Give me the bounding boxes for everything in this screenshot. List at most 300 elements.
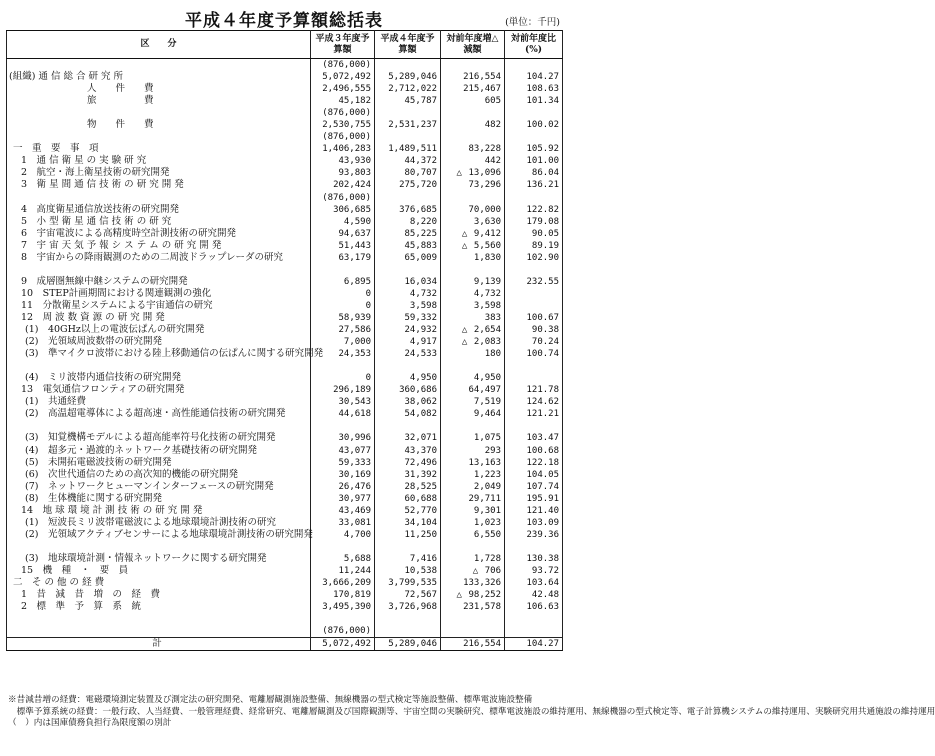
cell-fy3: 7,000: [311, 336, 375, 348]
diff-value: 9,139: [473, 276, 501, 287]
cell-fy4: 31,392: [375, 469, 441, 481]
cell-ratio: [505, 59, 563, 72]
cell-fy3: 93,803: [311, 167, 375, 179]
cell-fy4: 5,289,046: [375, 71, 441, 83]
cell-fy3: (876,000): [311, 192, 375, 204]
cell-diff: [441, 372, 505, 384]
cell-ratio: 104.27: [505, 71, 563, 83]
cell-fy4: 16,034: [375, 276, 441, 288]
footnote-3: （ ）内は国庫債務負担行為限度額の別計: [8, 718, 172, 728]
diff-value: 442: [484, 156, 501, 167]
diff-value: 4,732: [473, 288, 501, 299]
cell-diff: [441, 336, 505, 348]
footnote-1: ※昔減昔増の経費：電磁環境測定装置及び測定法の研究開発、電離層観測施設整備、無線機器の型式検定等施設整備、標準電波施設整備: [8, 695, 533, 705]
cell-diff: [441, 252, 505, 264]
cell-diff: [441, 565, 505, 577]
cell-fy4: 44,372: [375, 155, 441, 167]
cell-fy3: 0: [311, 372, 375, 384]
cell-ratio: 90.38: [505, 324, 563, 336]
cell-ratio: 100.02: [505, 119, 563, 131]
diff-value: 13,096: [468, 168, 501, 179]
cell-fy3: 94,637: [311, 228, 375, 240]
diff-value: 7,519: [473, 397, 501, 408]
cell-diff: [441, 179, 505, 191]
cell-fy4: 45,883: [375, 240, 441, 252]
cell-fy4: [375, 264, 441, 276]
table-body: [7, 59, 563, 651]
diff-value: 4,950: [473, 373, 501, 384]
cell-ratio: 122.18: [505, 457, 563, 469]
cell-fy4: 43,370: [375, 445, 441, 457]
row-label: (4) ミリ波帯内通信技術の研究開発: [7, 372, 311, 384]
cell-diff: [441, 408, 505, 420]
cell-ratio: 89.19: [505, 240, 563, 252]
cell-ratio: [505, 300, 563, 312]
row-label: 15 機 種 ・ 要 員: [7, 565, 311, 577]
cell-ratio: 104.27: [505, 638, 563, 651]
cell-ratio: 130.38: [505, 553, 563, 565]
page-title: 平成４年度予算額総括表: [185, 11, 383, 31]
cell-fy4: 60,688: [375, 493, 441, 505]
cell-ratio: 103.09: [505, 517, 563, 529]
cell-ratio: 70.24: [505, 336, 563, 348]
cell-ratio: 136.21: [505, 179, 563, 191]
cell-fy3: (876,000): [311, 131, 375, 143]
row-label: [7, 192, 311, 204]
cell-diff: [441, 348, 505, 360]
row-label: 7 宇 宙 天 気 予 報 シ ス テ ム の 研 究 開 発: [7, 240, 311, 252]
row-label: 二 そ の 他 の 経 費: [7, 577, 311, 589]
row-label: (7) ネットワークヒューマンインターフェースの研究開発: [7, 481, 311, 493]
row-label: 計: [7, 638, 311, 651]
cell-fy4: 8,220: [375, 216, 441, 228]
cell-fy3: 1,406,283: [311, 143, 375, 155]
row-label: 14 地 球 環 境 計 測 技 術 の 研 究 開 発: [7, 505, 311, 517]
table-row: [7, 553, 563, 565]
row-label: (1) 短波長ミリ波帯電磁波による地球環境計測技術の研究: [7, 517, 311, 529]
row-label: 9 成層圏無線中継システムの研究開発: [7, 276, 311, 288]
table-row: [7, 216, 563, 228]
table-row: [7, 59, 563, 72]
cell-ratio: 42.48: [505, 589, 563, 601]
decrease-mark: △: [461, 240, 468, 251]
decrease-mark: △: [456, 590, 462, 601]
table-row: [7, 638, 563, 651]
cell-ratio: 100.67: [505, 312, 563, 324]
cell-fy3: 44,618: [311, 408, 375, 420]
cell-fy4: [375, 59, 441, 72]
diff-value: 6,550: [473, 529, 501, 540]
cell-fy4: 4,950: [375, 372, 441, 384]
table-row: [7, 107, 563, 119]
diff-value: 98,252: [468, 590, 501, 601]
row-label: [7, 420, 311, 432]
cell-ratio: 124.62: [505, 396, 563, 408]
diff-value: 2,083: [473, 337, 501, 348]
cell-ratio: 101.00: [505, 155, 563, 167]
cell-fy3: [311, 264, 375, 276]
diff-value: 383: [484, 313, 501, 323]
diff-value: 29,711: [468, 493, 501, 504]
cell-ratio: 106.63: [505, 601, 563, 613]
cell-diff: [441, 119, 505, 131]
cell-fy3: 202,424: [311, 179, 375, 191]
row-label: 2 航空・海上衛星技術の研究開発: [7, 167, 311, 179]
table-row: [7, 288, 563, 300]
table-row: [7, 240, 563, 252]
table-row: [7, 481, 563, 493]
cell-ratio: [505, 360, 563, 372]
cell-ratio: 102.90: [505, 252, 563, 264]
table-row: [7, 613, 563, 625]
table-row: [7, 167, 563, 179]
col-header-category: 区 分: [7, 31, 311, 59]
cell-fy4: [375, 107, 441, 119]
diff-value: 3,598: [473, 300, 501, 311]
cell-fy4: 275,720: [375, 179, 441, 191]
table-row: [7, 252, 563, 264]
cell-ratio: 107.74: [505, 481, 563, 493]
diff-value: 216,554: [463, 639, 501, 650]
col-header-fy4: 平成４年度予算額: [375, 31, 441, 59]
decrease-mark: △: [461, 228, 468, 239]
table-row: [7, 336, 563, 348]
row-label: (8) 生体機能に関する研究開発: [7, 493, 311, 505]
table-row: [7, 360, 563, 372]
table-row: [7, 577, 563, 589]
cell-fy3: (876,000): [311, 107, 375, 119]
cell-fy4: 4,917: [375, 336, 441, 348]
diff-value: 215,467: [463, 84, 501, 95]
cell-fy4: 1,489,511: [375, 143, 441, 155]
table-row: [7, 276, 563, 288]
row-label: [7, 613, 311, 625]
table-row: [7, 469, 563, 481]
row-label: (5) 未開拓電磁波技術の研究開発: [7, 457, 311, 469]
cell-ratio: 93.72: [505, 565, 563, 577]
diff-value: 73,296: [468, 180, 501, 191]
cell-fy3: 296,189: [311, 384, 375, 396]
diff-value: 231,578: [463, 602, 501, 613]
cell-ratio: [505, 420, 563, 432]
cell-diff: [441, 469, 505, 481]
row-label: [7, 131, 311, 143]
table-row: [7, 264, 563, 276]
cell-fy3: 45,182: [311, 95, 375, 107]
diff-value: 70,000: [468, 204, 501, 215]
table-row: [7, 228, 563, 240]
diff-value: 2,654: [473, 325, 501, 336]
row-label: (2) 光領域周波数帯の研究開発: [7, 336, 311, 348]
diff-value: 1,223: [473, 469, 501, 480]
cell-ratio: 121.78: [505, 384, 563, 396]
cell-fy4: 7,416: [375, 553, 441, 565]
table-row: [7, 408, 563, 420]
table-row: [7, 324, 563, 336]
cell-ratio: 121.21: [505, 408, 563, 420]
diff-value: 133,326: [463, 578, 501, 589]
cell-diff: [441, 312, 505, 324]
cell-diff: [441, 601, 505, 613]
row-label: [7, 107, 311, 119]
table-row: [7, 541, 563, 553]
row-label: 11 分散衛星システムによる宇宙通信の研究: [7, 300, 311, 312]
cell-diff: [441, 457, 505, 469]
decrease-mark: △: [461, 325, 468, 336]
cell-ratio: [505, 131, 563, 143]
cell-fy4: 2,712,022: [375, 83, 441, 95]
table-row: [7, 71, 563, 83]
cell-fy3: 33,081: [311, 517, 375, 529]
cell-fy3: 4,590: [311, 216, 375, 228]
cell-ratio: [505, 372, 563, 384]
cell-diff: [441, 384, 505, 396]
cell-diff: [441, 420, 505, 432]
row-label: [7, 625, 311, 638]
cell-fy4: [375, 192, 441, 204]
cell-diff: [441, 445, 505, 457]
diff-value: 64,497: [468, 385, 501, 396]
cell-fy4: [375, 613, 441, 625]
cell-fy3: 30,543: [311, 396, 375, 408]
cell-ratio: [505, 288, 563, 300]
cell-fy4: [375, 131, 441, 143]
table-row: [7, 312, 563, 324]
cell-diff: [441, 493, 505, 505]
cell-fy3: [311, 360, 375, 372]
table-row: [7, 625, 563, 638]
table-row: [7, 589, 563, 601]
row-label: [7, 360, 311, 372]
table-row: [7, 179, 563, 191]
cell-diff: [441, 228, 505, 240]
table-row: [7, 131, 563, 143]
cell-ratio: 103.47: [505, 432, 563, 444]
table-row: [7, 420, 563, 432]
cell-diff: [441, 143, 505, 155]
table-row: [7, 372, 563, 384]
cell-diff: [441, 625, 505, 638]
row-label: (3) 準マイクロ波帯における陸上移動通信の伝ぱんに関する研究開発: [7, 348, 311, 360]
cell-diff: [441, 204, 505, 216]
cell-fy3: 30,996: [311, 432, 375, 444]
cell-diff: [441, 324, 505, 336]
cell-ratio: 104.05: [505, 469, 563, 481]
table-row: [7, 83, 563, 95]
cell-ratio: 90.05: [505, 228, 563, 240]
row-label: 旅 費: [7, 95, 311, 107]
table-row: [7, 432, 563, 444]
cell-fy3: 2,496,555: [311, 83, 375, 95]
cell-diff: [441, 216, 505, 228]
decrease-mark: △: [461, 337, 468, 348]
row-label: 人 件 費: [7, 83, 311, 95]
row-label: 12 周 波 数 資 源 の 研 究 開 発: [7, 312, 311, 324]
cell-ratio: 121.40: [505, 505, 563, 517]
cell-ratio: 101.34: [505, 95, 563, 107]
table-row: [7, 119, 563, 131]
cell-fy4: 2,531,237: [375, 119, 441, 131]
cell-fy3: [311, 420, 375, 432]
cell-fy4: 32,071: [375, 432, 441, 444]
cell-fy4: 52,770: [375, 505, 441, 517]
cell-fy3: 6,895: [311, 276, 375, 288]
cell-diff: [441, 360, 505, 372]
cell-fy4: 38,062: [375, 396, 441, 408]
diff-value: 1,023: [473, 517, 501, 528]
cell-fy4: [375, 541, 441, 553]
col-header-ratio: 対前年度比(%): [505, 31, 563, 59]
cell-diff: [441, 481, 505, 493]
cell-diff: [441, 529, 505, 541]
cell-diff: [441, 553, 505, 565]
cell-fy3: [311, 613, 375, 625]
cell-fy4: 10,538: [375, 565, 441, 577]
row-label: (1) 40GHz以上の電波伝ぱんの研究開発: [7, 324, 311, 336]
table-row: [7, 384, 563, 396]
row-label: (3) 知覚機構モデルによる超高能率符号化技術の研究開発: [7, 432, 311, 444]
cell-fy3: 30,169: [311, 469, 375, 481]
cell-ratio: [505, 625, 563, 638]
row-label: 2 標 準 予 算 系 統: [7, 601, 311, 613]
cell-fy4: 59,332: [375, 312, 441, 324]
cell-fy4: 24,932: [375, 324, 441, 336]
cell-diff: [441, 589, 505, 601]
cell-fy3: 5,688: [311, 553, 375, 565]
budget-table: [6, 30, 563, 651]
cell-fy3: 0: [311, 288, 375, 300]
cell-fy3: 3,495,390: [311, 601, 375, 613]
cell-fy4: 24,533: [375, 348, 441, 360]
table-row: [7, 445, 563, 457]
diff-value: 2,049: [473, 481, 501, 492]
diff-value: 216,554: [463, 72, 501, 83]
diff-value: 1,728: [473, 553, 501, 564]
cell-ratio: [505, 264, 563, 276]
cell-fy4: 3,598: [375, 300, 441, 312]
cell-fy3: 43,930: [311, 155, 375, 167]
cell-diff: [441, 300, 505, 312]
cell-fy4: [375, 360, 441, 372]
diff-value: 1,075: [473, 433, 501, 444]
row-label: (組織) 通 信 総 合 研 究 所: [7, 71, 311, 83]
cell-fy4: 360,686: [375, 384, 441, 396]
footnote-2: 標準予算系統の経費：一般行政、人当経費、一般管理経費、経常研究、電離層観測及び国際観測等、宇宙空間の実験研究、標準電波施設の維持運用、無線機器の型式検定等、電子計算機システムの維持運用、実験研究用共通施設の維持運用: [8, 706, 935, 717]
cell-fy3: 59,333: [311, 457, 375, 469]
cell-fy3: 5,072,492: [311, 638, 375, 651]
table-row: [7, 601, 563, 613]
cell-fy3: 58,939: [311, 312, 375, 324]
cell-fy3: 2,530,755: [311, 119, 375, 131]
cell-diff: [441, 517, 505, 529]
cell-diff: [441, 192, 505, 204]
cell-fy3: 51,443: [311, 240, 375, 252]
cell-fy3: 24,353: [311, 348, 375, 360]
table-row: [7, 143, 563, 155]
table-row: [7, 155, 563, 167]
cell-diff: [441, 107, 505, 119]
cell-ratio: 239.36: [505, 529, 563, 541]
cell-fy4: 72,567: [375, 589, 441, 601]
cell-diff: [441, 396, 505, 408]
cell-fy3: 3,666,209: [311, 577, 375, 589]
row-label: (3) 地球環境計測・情報ネットワークに関する研究開発: [7, 553, 311, 565]
cell-fy4: 3,726,968: [375, 601, 441, 613]
cell-ratio: [505, 541, 563, 553]
cell-ratio: 108.63: [505, 83, 563, 95]
table-row: [7, 493, 563, 505]
cell-ratio: [505, 613, 563, 625]
cell-fy4: 11,250: [375, 529, 441, 541]
row-label: [7, 541, 311, 553]
cell-diff: [441, 83, 505, 95]
cell-fy4: 85,225: [375, 228, 441, 240]
cell-fy4: 45,787: [375, 95, 441, 107]
cell-fy3: 306,685: [311, 204, 375, 216]
diff-value: 482: [484, 120, 501, 131]
cell-fy3: 43,077: [311, 445, 375, 457]
row-label: (2) 高温超電導体による超高速・高性能通信技術の研究開発: [7, 408, 311, 420]
cell-fy4: 3,799,535: [375, 577, 441, 589]
table-row: [7, 565, 563, 577]
unit-label: (単位：千円): [505, 17, 560, 28]
cell-fy3: (876,000): [311, 59, 375, 72]
row-label: 5 小 型 衛 星 通 信 技 術 の 研 究: [7, 216, 311, 228]
col-header-fy3: 平成３年度予算額: [311, 31, 375, 59]
cell-fy4: 72,496: [375, 457, 441, 469]
cell-fy4: [375, 625, 441, 638]
table-row: [7, 505, 563, 517]
footnotes: [8, 695, 935, 730]
row-label: 13 電気通信フロンティアの研究開発: [7, 384, 311, 396]
diff-value: 9,412: [473, 228, 501, 239]
cell-diff: [441, 240, 505, 252]
row-label: 一 重 要 事 項: [7, 143, 311, 155]
cell-fy3: 0: [311, 300, 375, 312]
cell-diff: [441, 541, 505, 553]
cell-ratio: [505, 107, 563, 119]
table-row: [7, 192, 563, 204]
cell-fy3: (876,000): [311, 625, 375, 638]
cell-diff: [441, 95, 505, 107]
cell-diff: [441, 167, 505, 179]
cell-ratio: 232.55: [505, 276, 563, 288]
row-label: [7, 59, 311, 72]
cell-ratio: 100.74: [505, 348, 563, 360]
row-label: 1 昔 減 昔 増 の 経 費: [7, 589, 311, 601]
cell-fy4: [375, 420, 441, 432]
diff-value: 180: [484, 349, 501, 360]
cell-fy3: 27,586: [311, 324, 375, 336]
table-row: [7, 529, 563, 541]
table-row: [7, 396, 563, 408]
cell-diff: [441, 613, 505, 625]
cell-fy3: 170,819: [311, 589, 375, 601]
table-row: [7, 204, 563, 216]
decrease-mark: △: [472, 565, 479, 576]
row-label: [7, 264, 311, 276]
cell-fy3: 4,700: [311, 529, 375, 541]
cell-fy3: 5,072,492: [311, 71, 375, 83]
table-row: [7, 348, 563, 360]
diff-value: 605: [484, 96, 501, 107]
diff-value: 1,830: [473, 252, 501, 263]
diff-value: 293: [484, 445, 501, 456]
cell-fy4: 80,707: [375, 167, 441, 179]
cell-fy4: 65,009: [375, 252, 441, 264]
cell-fy4: 4,732: [375, 288, 441, 300]
cell-fy3: [311, 541, 375, 553]
